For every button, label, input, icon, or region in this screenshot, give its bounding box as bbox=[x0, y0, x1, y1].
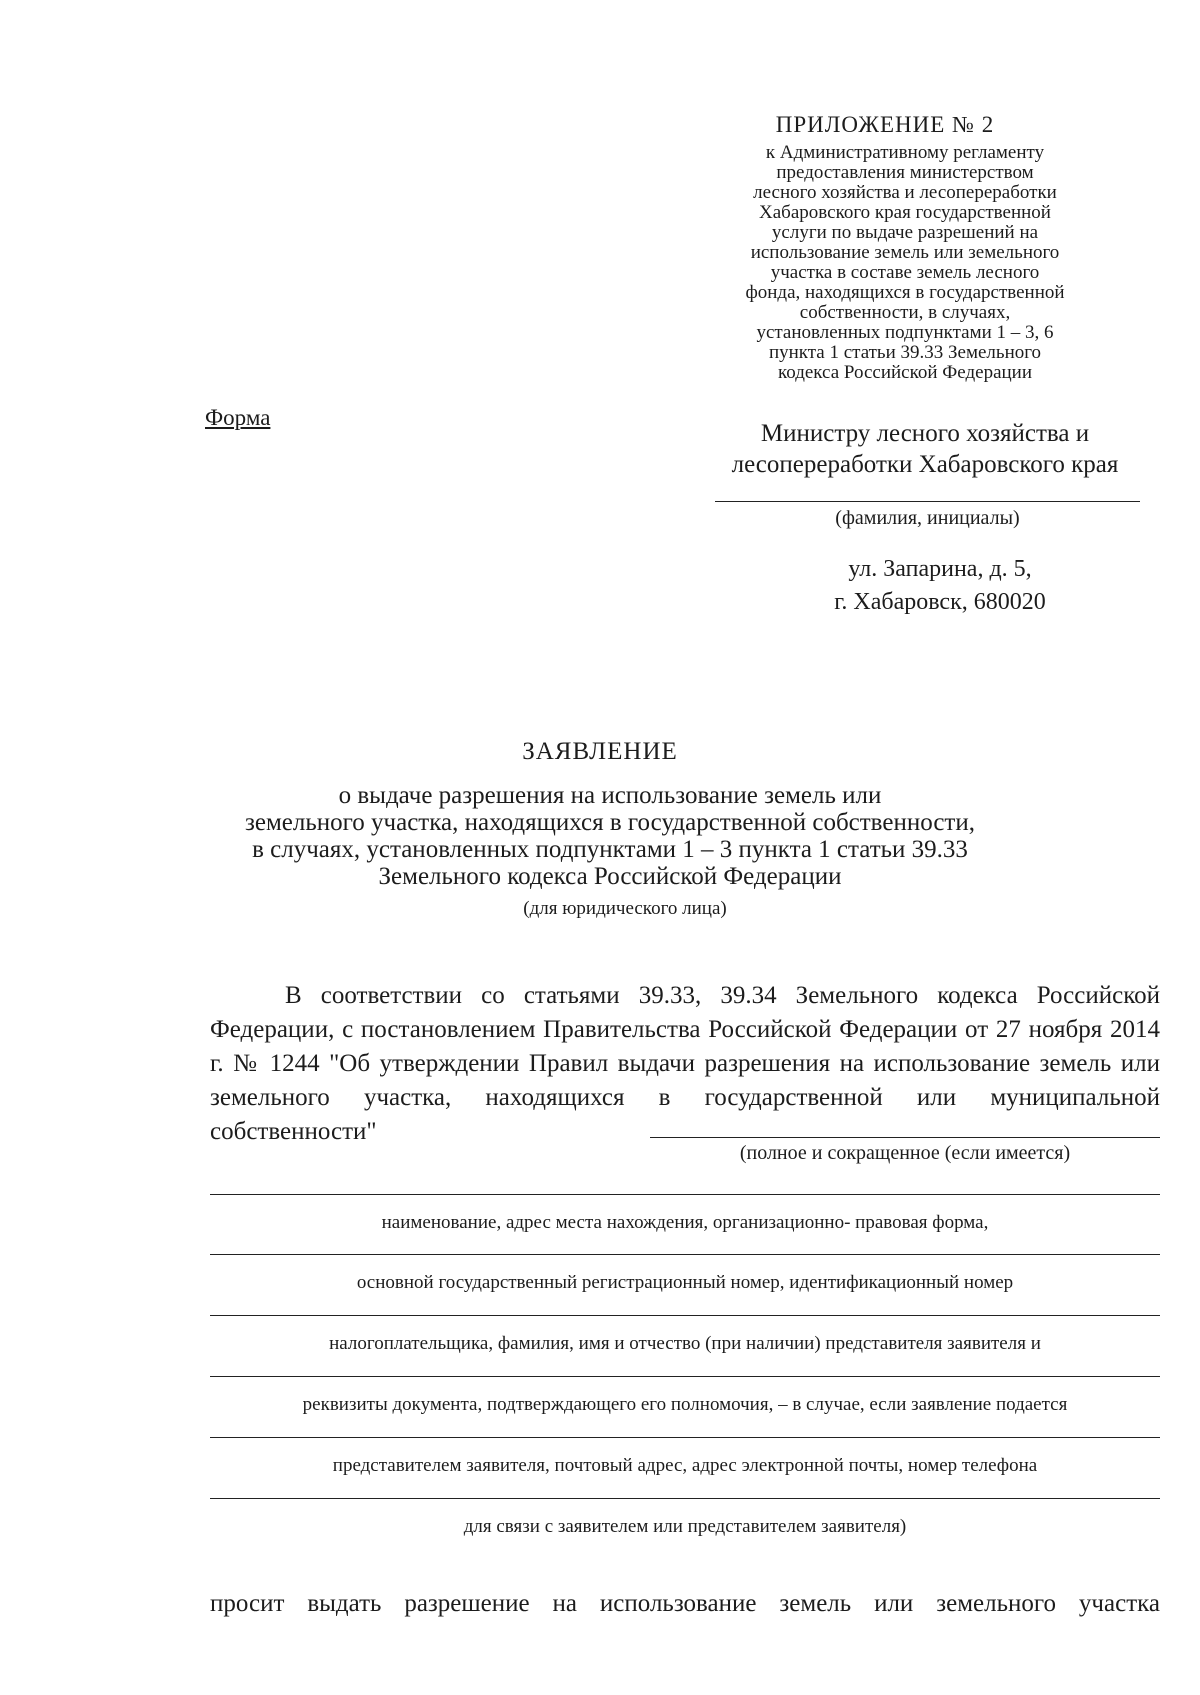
subtitle-line: в случаях, установленных подпунктами 1 – 3 пункта 1 статьи 39.33 bbox=[252, 836, 968, 863]
addressee-line: Министру лесного хозяйства и bbox=[760, 420, 1090, 447]
field-caption: для связи с заявителем или представителем заявителя) bbox=[463, 1516, 907, 1537]
blank-line bbox=[210, 1315, 1160, 1316]
field-caption: основной государственный регистрационный номер, идентификационный номер bbox=[356, 1272, 1014, 1293]
applicant-blank-line bbox=[650, 1137, 1160, 1138]
name-caption: (фамилия, инициалы) bbox=[835, 507, 1020, 529]
field-caption: реквизиты документа, подтверждающего его полномочия, – в случае, если заявление подается bbox=[302, 1394, 1068, 1415]
address-street: ул. Запарина, д. 5, bbox=[848, 556, 1032, 582]
address-city: г. Хабаровск, 680020 bbox=[834, 589, 1046, 615]
document-subtitle bbox=[220, 782, 1000, 890]
blank-line bbox=[210, 1498, 1160, 1499]
blank-line bbox=[210, 1254, 1160, 1255]
appendix-line: предоставления министерством bbox=[776, 162, 1034, 183]
appendix-line: использование земель или земельного bbox=[750, 242, 1060, 263]
subtitle-line: о выдаче разрешения на использование земель или bbox=[338, 782, 882, 809]
document-title: ЗАЯВЛЕНИЕ bbox=[522, 738, 678, 765]
field-caption: наименование, адрес места нахождения, организационно- правовая форма, bbox=[381, 1212, 989, 1233]
appendix-line: собственности, в случаях, bbox=[799, 302, 1011, 323]
name-blank-line bbox=[715, 501, 1140, 502]
document-note: (для юридического лица) bbox=[523, 898, 727, 919]
paragraph-text: В соответствии со статьями 39.33, 39.34 Земельного кодекса Российской Федерации, с постановлением Правительства Российской Федерации от 27 ноября 2014 г. № 1244 "Об утверждении Правил выдачи разрешения на использование земель или земельного участка, находящихся в государственной или муниципальной собственности" bbox=[210, 982, 1160, 1145]
request-line: просит выдать разрешение на использование земель или земельного участка bbox=[210, 1590, 1160, 1617]
blank-line bbox=[210, 1376, 1160, 1377]
field-caption: представителем заявителя, почтовый адрес, адрес электронной почты, номер телефона bbox=[332, 1455, 1038, 1476]
appendix-line: кодекса Российской Федерации bbox=[777, 362, 1033, 383]
form-label: Форма bbox=[205, 405, 271, 430]
field-caption: налогоплательщика, фамилия, имя и отчество (при наличии) представителя заявителя и bbox=[329, 1333, 1041, 1354]
blank-line bbox=[210, 1437, 1160, 1438]
subtitle-line: земельного участка, находящихся в государственной собственности, bbox=[245, 809, 975, 836]
appendix-line: Хабаровского края государственной bbox=[759, 202, 1051, 223]
body-paragraph bbox=[210, 979, 1160, 1149]
blank-line bbox=[210, 1194, 1160, 1195]
appendix-line: участка в составе земель лесного bbox=[770, 262, 1040, 283]
address-block bbox=[760, 553, 1120, 619]
addressee-block bbox=[690, 418, 1160, 480]
appendix-line: установленных подпунктами 1 – 3, 6 bbox=[756, 322, 1054, 343]
appendix-line: фонда, находящихся в государственной bbox=[745, 282, 1065, 303]
appendix-line: к Административному регламенту bbox=[765, 142, 1045, 163]
appendix-line: лесного хозяйства и лесопереработки bbox=[753, 182, 1057, 203]
appendix-block bbox=[700, 143, 1110, 383]
appendix-line: пункта 1 статьи 39.33 Земельного bbox=[768, 342, 1042, 363]
applicant-caption: (полное и сокращенное (если имеется) bbox=[739, 1142, 1071, 1164]
appendix-title: ПРИЛОЖЕНИЕ № 2 bbox=[775, 112, 995, 137]
subtitle-line: Земельного кодекса Российской Федерации bbox=[378, 863, 842, 890]
addressee-line: лесопереработки Хабаровского края bbox=[731, 451, 1119, 478]
appendix-line: услуги по выдаче разрешений на bbox=[771, 222, 1039, 243]
